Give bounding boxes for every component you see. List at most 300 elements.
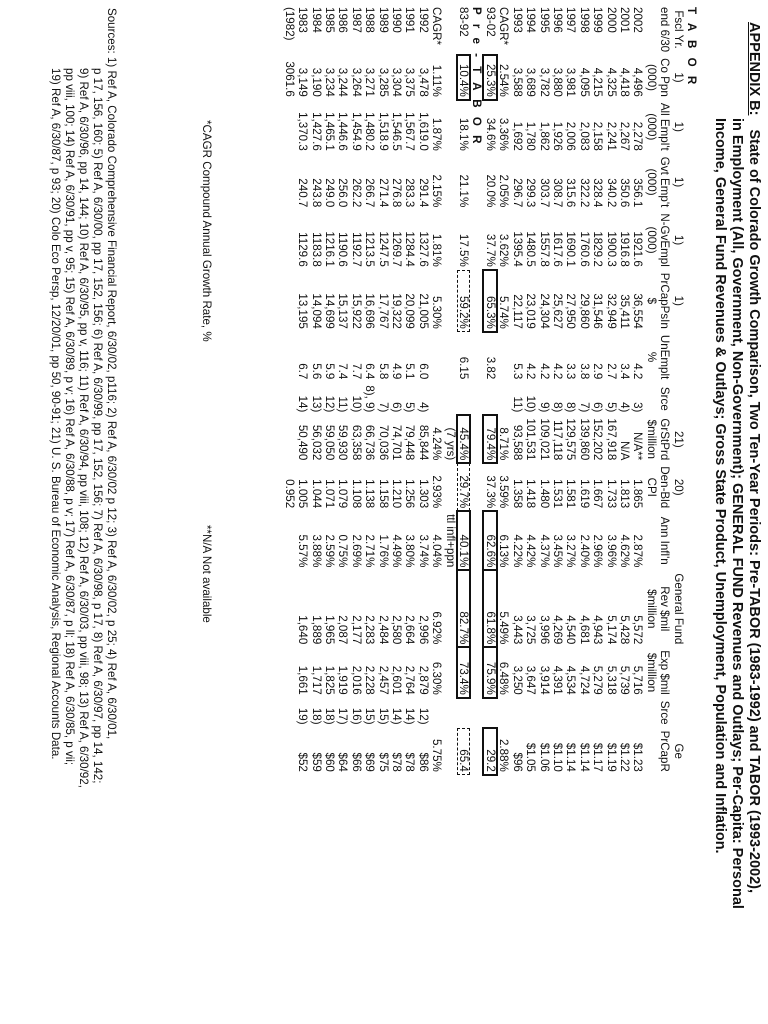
table-cell: 2.93% bbox=[430, 475, 444, 509]
table-cell bbox=[282, 570, 295, 647]
pretabor-data-row bbox=[296, 4, 309, 775]
table-cell bbox=[282, 698, 295, 728]
pretabor-data-row bbox=[376, 4, 389, 775]
table-cell: 59,050 bbox=[323, 424, 337, 461]
pretabor-data-row bbox=[363, 4, 376, 775]
table-cell: 4.2 bbox=[537, 363, 551, 380]
base-year-row bbox=[282, 4, 295, 775]
column-header: 1) bbox=[671, 121, 685, 132]
table-cell: 12) bbox=[416, 707, 430, 725]
row-label: 83-92 bbox=[457, 7, 471, 37]
column-header: Co Ppn bbox=[658, 58, 672, 97]
table-cell: 5.30% bbox=[430, 295, 444, 329]
table-cell: 3,375 bbox=[403, 67, 417, 97]
table-cell: 1,862 bbox=[537, 121, 551, 151]
table-cell: 356.1 bbox=[631, 178, 645, 208]
table-cell: 7) bbox=[577, 402, 591, 413]
table-cell: 3.96% bbox=[604, 534, 618, 568]
table-cell: 129,575 bbox=[564, 418, 578, 461]
table-cell: 8) bbox=[550, 402, 564, 413]
table-cell: 3.36% bbox=[497, 117, 511, 151]
row-label: 1994 bbox=[524, 7, 538, 33]
table-cell: 20,099 bbox=[403, 293, 417, 329]
table-cell: 2,177 bbox=[349, 615, 363, 645]
table-cell bbox=[282, 154, 295, 211]
table-cell: 4,540 bbox=[564, 615, 578, 645]
table-cell: 1900.3 bbox=[604, 231, 618, 267]
table-cell bbox=[282, 270, 295, 332]
title-line-2: in Employment (All, Government, Non-Government); GENERAL FUND Revenues and Outlays; Per-Capita: Personal bbox=[729, 118, 745, 909]
column-header bbox=[644, 511, 657, 570]
column-header: $ bbox=[644, 297, 658, 305]
table-cell: 0.952 bbox=[282, 479, 296, 509]
table-cell: 283.3 bbox=[403, 178, 417, 208]
table-cell: 22,117 bbox=[510, 294, 524, 329]
table-cell: $96 bbox=[510, 752, 524, 772]
table-cell: 3,190 bbox=[309, 67, 323, 97]
table-cell: 5.3 bbox=[510, 363, 524, 380]
table-cell: 34.6% bbox=[483, 117, 497, 151]
table-cell: 6.48% bbox=[497, 661, 511, 695]
column-header bbox=[671, 511, 684, 570]
table-cell: 79.4% bbox=[484, 415, 497, 463]
table-cell: 31,546 bbox=[591, 293, 605, 329]
table-cell: 1.813 bbox=[617, 479, 631, 509]
table-cell bbox=[443, 100, 456, 154]
table-cell: 4.04% bbox=[430, 534, 444, 568]
table-cell: 85,844 bbox=[416, 424, 430, 461]
table-cell: 4.49% bbox=[390, 534, 404, 568]
table-cell bbox=[604, 698, 617, 728]
table-cell: 25,627 bbox=[550, 293, 564, 329]
header-row bbox=[671, 4, 684, 775]
table-cell: 2,764 bbox=[403, 665, 417, 695]
table-cell bbox=[631, 698, 644, 728]
table-cell: 17,767 bbox=[376, 293, 390, 329]
title-line-1: State of Colorado Growth Comparison, Two Ten-Year Periods: Pre-TABOR (1983-1992) and TABOR (1993-2002), bbox=[746, 129, 762, 894]
table-cell: 1.733 bbox=[604, 479, 618, 509]
table-cell: 2.05% bbox=[497, 174, 511, 208]
table-cell: 45.4% bbox=[457, 415, 470, 463]
table-cell: 243.8 bbox=[309, 178, 323, 208]
table-cell: 12) bbox=[323, 395, 337, 413]
table-cell: $1.22 bbox=[617, 742, 631, 772]
table-cell: 1269.7 bbox=[390, 231, 404, 267]
header-row bbox=[658, 4, 671, 775]
column-header: % bbox=[644, 351, 658, 363]
table-cell: 1.138 bbox=[363, 479, 377, 509]
table-cell: 1916.8 bbox=[617, 231, 631, 267]
table-cell bbox=[484, 698, 497, 728]
table-cell: 36,554 bbox=[631, 293, 645, 329]
table-cell bbox=[497, 382, 510, 415]
column-header: Ge bbox=[671, 743, 685, 759]
table-cell bbox=[537, 698, 550, 728]
table-cell: ttl infl+ppn bbox=[443, 514, 457, 568]
column-header bbox=[644, 728, 657, 775]
table-cell: $86 bbox=[416, 752, 430, 772]
table-cell: 240.7 bbox=[296, 178, 310, 208]
table-cell bbox=[510, 698, 523, 728]
table-cell: 29.7% bbox=[457, 463, 470, 511]
table-cell: 5,739 bbox=[617, 665, 631, 695]
table-cell: 6.7 bbox=[296, 363, 310, 380]
table-cell: 63,358 bbox=[349, 424, 363, 461]
row-label: 1995 bbox=[537, 7, 551, 33]
table-cell bbox=[497, 332, 510, 382]
pretabor-data-row bbox=[416, 4, 429, 775]
table-cell: 14) bbox=[403, 707, 417, 725]
table-cell: 1.256 bbox=[403, 479, 417, 509]
table-cell: 2,278 bbox=[631, 121, 645, 151]
table-cell: 1,446.6 bbox=[336, 112, 350, 151]
row-label: 2000 bbox=[604, 7, 618, 33]
pretabor-data-row bbox=[309, 4, 322, 775]
table-cell: 1829.2 bbox=[591, 231, 605, 267]
row-label: 1998 bbox=[577, 7, 591, 33]
table-cell: 5.57% bbox=[296, 534, 310, 568]
table-cell: 5,572 bbox=[631, 615, 645, 645]
table-cell bbox=[443, 698, 456, 728]
tabor-data-row bbox=[510, 4, 523, 775]
table-cell: 2,083 bbox=[577, 121, 591, 151]
annotation-row bbox=[443, 4, 456, 775]
table-cell: 5,428 bbox=[617, 615, 631, 645]
tabor-data-row bbox=[577, 4, 590, 775]
column-header bbox=[644, 382, 657, 415]
table-cell bbox=[282, 728, 295, 775]
table-cell: 3,981 bbox=[564, 67, 578, 97]
table-cell: 5.9 bbox=[323, 363, 337, 380]
table-cell: 5.75% bbox=[430, 738, 444, 772]
table-cell: 276.8 bbox=[390, 178, 404, 208]
table-cell bbox=[282, 647, 295, 697]
column-header: $million bbox=[644, 589, 658, 629]
table-cell: 1.865 bbox=[631, 479, 645, 509]
row-label: 1991 bbox=[403, 7, 417, 33]
table-cell: 6.13% bbox=[497, 534, 511, 568]
table-cell: 8.71% bbox=[497, 427, 511, 461]
table-cell: 15,137 bbox=[336, 293, 350, 329]
table-cell: 3,443 bbox=[510, 615, 524, 645]
table-cell: 3,725 bbox=[524, 615, 538, 645]
tabor-cagr-row bbox=[497, 4, 510, 775]
table-cell: 1617.6 bbox=[550, 231, 564, 267]
table-cell: 1,370.3 bbox=[296, 112, 310, 151]
table-cell: N/A** bbox=[631, 431, 645, 461]
table-cell bbox=[443, 154, 456, 211]
table-cell: 1,661 bbox=[296, 665, 310, 695]
table-cell: 16) bbox=[349, 707, 363, 725]
table-cell: 3.88% bbox=[309, 534, 323, 568]
table-cell: $1.14 bbox=[564, 742, 578, 772]
row-label: 1993 bbox=[510, 7, 524, 33]
table-cell: 2,580 bbox=[390, 615, 404, 645]
table-cell: $78 bbox=[390, 752, 404, 772]
table-cell: $78 bbox=[403, 752, 417, 772]
table-cell: 350.6 bbox=[617, 178, 631, 208]
tabor-section-label bbox=[685, 4, 698, 775]
table-cell: 3.45% bbox=[550, 534, 564, 568]
table-cell: 3.27% bbox=[564, 534, 578, 568]
column-header: (000) bbox=[644, 168, 658, 196]
table-cell: 1921.6 bbox=[631, 231, 645, 267]
source-line: p 17, 156, 160; 5) Ref A, 6/30/00, pp 17, 152, 156; 6) Ref A, 6/30/99, pp 17, 152, 156; 7) Ref A, 6/30/98, p 17, 8) Ref A, 6/30/97, pp 14, 142; bbox=[91, 68, 104, 784]
table-cell: 1.480 bbox=[537, 479, 551, 509]
table-cell: 3,914 bbox=[537, 665, 551, 695]
cagr-note: *CAGR Compound Annual Growth Rate, % bbox=[200, 120, 213, 342]
table-cell: 1327.6 bbox=[416, 231, 430, 267]
column-header: Rev $mil bbox=[658, 586, 672, 632]
row-label: 1996 bbox=[550, 7, 564, 33]
table-cell: 21,005 bbox=[416, 293, 430, 329]
appendix-label: APPENDIX B: bbox=[746, 22, 762, 116]
table-cell: 1,427.6 bbox=[309, 112, 323, 151]
table-cell bbox=[484, 382, 497, 415]
table-cell: 1.079 bbox=[336, 479, 350, 509]
table-notes bbox=[200, 120, 213, 803]
row-label: 93-02 bbox=[483, 7, 497, 37]
table-cell: $64 bbox=[336, 752, 350, 772]
table-cell: 37.7% bbox=[483, 233, 497, 267]
table-cell: 2,996 bbox=[416, 615, 430, 645]
table-cell: 18.1% bbox=[457, 117, 471, 151]
column-header: GrStPrd bbox=[658, 418, 672, 461]
table-cell: 93,588 bbox=[510, 424, 524, 461]
table-cell: 1,926 bbox=[550, 121, 564, 151]
table-cell bbox=[443, 55, 456, 100]
table-cell: 1190.6 bbox=[336, 232, 350, 267]
table-cell: 5.8 bbox=[376, 363, 390, 380]
pretabor-data-row bbox=[349, 4, 362, 775]
table-cell: 3,588 bbox=[510, 67, 524, 97]
column-header: PrCapPsIn bbox=[658, 272, 672, 329]
table-cell: 3,647 bbox=[524, 665, 538, 695]
row-label: CAGR* bbox=[497, 7, 511, 46]
table-cell: 1247.5 bbox=[376, 231, 390, 267]
table-cell: 59,930 bbox=[336, 424, 350, 461]
tabor-growth-row bbox=[484, 4, 497, 775]
table-cell: $1.10 bbox=[550, 742, 564, 772]
table-cell: 6.15 bbox=[457, 356, 471, 380]
table-cell: 2,241 bbox=[604, 121, 618, 151]
table-cell bbox=[524, 698, 537, 728]
table-cell: 5,716 bbox=[631, 665, 645, 695]
table-cell: 3,149 bbox=[296, 67, 310, 97]
table-cell: 4,325 bbox=[604, 67, 618, 97]
table-cell: 2,879 bbox=[416, 665, 430, 695]
column-header: $million bbox=[644, 419, 658, 459]
column-header bbox=[671, 698, 684, 728]
table-cell: 14) bbox=[296, 395, 310, 413]
table-cell: 2,006 bbox=[564, 121, 578, 151]
row-label: 2001 bbox=[617, 7, 631, 33]
table-cell: 79,448 bbox=[403, 424, 417, 461]
table-cell: 3061.6 bbox=[282, 61, 296, 97]
table-cell bbox=[430, 698, 443, 728]
column-header: 1) bbox=[671, 234, 685, 246]
table-cell: 249.0 bbox=[323, 178, 337, 208]
section-label: T A B O R bbox=[685, 7, 698, 88]
table-cell: 5,174 bbox=[604, 615, 618, 645]
row-label bbox=[443, 4, 456, 55]
table-cell: 7.7 bbox=[349, 363, 363, 380]
title-line-3: Income, General Fund Revenues & Outlays; Gross State Product, Unemployment, Population and Inflation. bbox=[712, 118, 728, 854]
table-cell: 13,195 bbox=[296, 293, 310, 329]
table-cell bbox=[282, 210, 295, 269]
table-cell bbox=[282, 511, 295, 570]
column-header: 1) bbox=[671, 295, 685, 306]
column-header: $million bbox=[644, 652, 658, 693]
column-header bbox=[644, 4, 657, 55]
column-header bbox=[671, 332, 684, 382]
table-cell: 14,699 bbox=[323, 293, 337, 329]
column-header: 1) bbox=[671, 176, 685, 188]
column-header: Fscl Yr. bbox=[671, 10, 685, 49]
table-cell: 1.108 bbox=[349, 479, 363, 509]
table-cell: 4.37% bbox=[537, 534, 551, 568]
table-cell: 40.1% bbox=[457, 511, 470, 570]
table-cell: 10) bbox=[349, 395, 363, 413]
table-cell: $75 bbox=[376, 752, 390, 772]
table-cell: 61.8% bbox=[484, 570, 497, 647]
table-cell: 20.0% bbox=[483, 174, 497, 208]
column-header: Srce bbox=[658, 386, 672, 411]
table-cell: 328.4 bbox=[591, 178, 605, 208]
table-cell: 1.531 bbox=[550, 479, 564, 509]
table-cell: 1,825 bbox=[323, 665, 337, 695]
table-cell: 1284.4 bbox=[403, 231, 417, 267]
table-cell: 1760.6 bbox=[577, 231, 591, 267]
column-header: All Empl't bbox=[658, 102, 672, 151]
table-cell: 1.303 bbox=[416, 479, 430, 509]
table-cell: 262.2 bbox=[349, 178, 363, 208]
table-cell: 2,283 bbox=[363, 615, 377, 645]
table-cell: 1.87% bbox=[430, 117, 444, 151]
row-label: 1987 bbox=[349, 7, 363, 33]
table-cell: 3,234 bbox=[323, 67, 337, 97]
table-cell: 4,724 bbox=[577, 665, 591, 695]
table-cell: 65.4 bbox=[457, 728, 470, 775]
table-cell: 6) bbox=[591, 402, 605, 413]
growth-comparison-table bbox=[282, 4, 698, 775]
row-label: 1983 bbox=[296, 7, 310, 33]
table-cell: 11) bbox=[510, 396, 524, 413]
table-cell: 62.6% bbox=[484, 511, 497, 570]
column-header: (000) bbox=[644, 63, 658, 92]
table-cell: 2,664 bbox=[403, 615, 417, 645]
table-cell bbox=[282, 332, 295, 382]
tabor-data-row bbox=[591, 4, 604, 775]
table-cell: 3.80% bbox=[403, 534, 417, 568]
table-cell: 2.40% bbox=[577, 534, 591, 568]
table-cell: 6.92% bbox=[430, 611, 444, 645]
table-cell bbox=[497, 698, 510, 728]
table-cell bbox=[591, 698, 604, 728]
table-cell: 2,087 bbox=[336, 615, 350, 645]
table-cell: 4,534 bbox=[564, 665, 578, 695]
table-cell: 291.4 bbox=[416, 178, 430, 208]
table-cell: 3.82 bbox=[483, 356, 497, 380]
table-cell: 18) bbox=[309, 707, 323, 725]
table-cell: 1213.5 bbox=[363, 231, 377, 267]
table-cell: 4.9 bbox=[390, 363, 404, 380]
table-cell: 65.3% bbox=[484, 270, 497, 332]
table-cell: 1.76% bbox=[376, 534, 390, 568]
table-cell: 2,457 bbox=[376, 665, 390, 695]
table-cell: 167,918 bbox=[604, 418, 618, 461]
source-line: 9) Ref A, 6/30/96, pp 14, 144; 10) Ref A, 6/30/95, pp v, 116; 11) Ref A, 6/30/94, pp viii, 108; 12) Ref A, 6/30/03, pp viii, 98; 13) Ref A, 6/30/92, bbox=[77, 68, 90, 788]
table-cell: 3,285 bbox=[376, 67, 390, 97]
row-label: 1992 bbox=[416, 7, 430, 33]
table-cell: 3,264 bbox=[349, 67, 363, 97]
table-cell: 2,267 bbox=[617, 121, 631, 151]
table-cell: 24,304 bbox=[537, 293, 551, 329]
column-header: General Fund bbox=[671, 573, 685, 645]
na-note: **N/A Not available bbox=[200, 524, 213, 623]
table-cell: 1,546.5 bbox=[390, 112, 404, 151]
column-header bbox=[671, 647, 684, 697]
table-cell: (7 yrs) bbox=[443, 427, 457, 461]
column-header: PrCapR bbox=[658, 730, 672, 772]
column-header: (000) bbox=[644, 226, 658, 254]
table-cell: 2,158 bbox=[591, 121, 605, 151]
table-cell: $1.17 bbox=[591, 742, 605, 772]
table-cell: 3.62% bbox=[497, 233, 511, 267]
pretabor-data-row bbox=[403, 4, 416, 775]
table-cell: $69 bbox=[363, 752, 377, 772]
table-cell: 4.2 bbox=[631, 363, 645, 380]
table-cell: 4,496 bbox=[631, 67, 645, 97]
document-heading bbox=[711, 22, 762, 1012]
table-cell: 82.7% bbox=[457, 570, 470, 647]
table-cell: 5) bbox=[403, 402, 417, 413]
table-cell: 1.581 bbox=[564, 479, 578, 509]
row-label: CAGR* bbox=[430, 7, 444, 46]
column-header: Den-Bld bbox=[658, 466, 672, 509]
table-cell: 1.358 bbox=[510, 479, 524, 509]
table-cell: 256.0 bbox=[336, 178, 350, 208]
tabor-data-row bbox=[537, 4, 550, 775]
table-cell: 3,271 bbox=[363, 67, 377, 97]
header-row bbox=[644, 4, 657, 775]
table-cell: 3.8 bbox=[577, 363, 591, 380]
table-cell bbox=[564, 698, 577, 728]
pretabor-data-row bbox=[336, 4, 349, 775]
table-cell: 2.69% bbox=[349, 534, 363, 568]
table-cell: 18) bbox=[323, 707, 337, 725]
table-cell bbox=[443, 210, 456, 269]
table-cell: 4) bbox=[416, 402, 430, 413]
table-cell: 1192.7 bbox=[349, 232, 363, 267]
table-cell: 75.9% bbox=[484, 647, 497, 697]
table-cell: 2.59% bbox=[323, 534, 337, 568]
table-cell bbox=[443, 728, 456, 775]
table-cell: 7) bbox=[376, 402, 390, 413]
table-cell: 6.30% bbox=[430, 661, 444, 695]
table-cell: 2,016 bbox=[349, 665, 363, 695]
table-cell: $1.14 bbox=[577, 742, 591, 772]
table-cell: 1.667 bbox=[591, 479, 605, 509]
table-cell: 1.071 bbox=[323, 479, 337, 509]
section-label: P r e - T A B O R bbox=[470, 7, 484, 147]
row-label: 1984 bbox=[309, 7, 323, 33]
table-cell: 15) bbox=[376, 707, 390, 725]
table-cell: 0.75% bbox=[336, 534, 350, 568]
pretabor-cagr-row bbox=[430, 4, 443, 775]
tabor-data-row bbox=[551, 4, 564, 775]
table-cell: 109,021 bbox=[537, 418, 551, 461]
